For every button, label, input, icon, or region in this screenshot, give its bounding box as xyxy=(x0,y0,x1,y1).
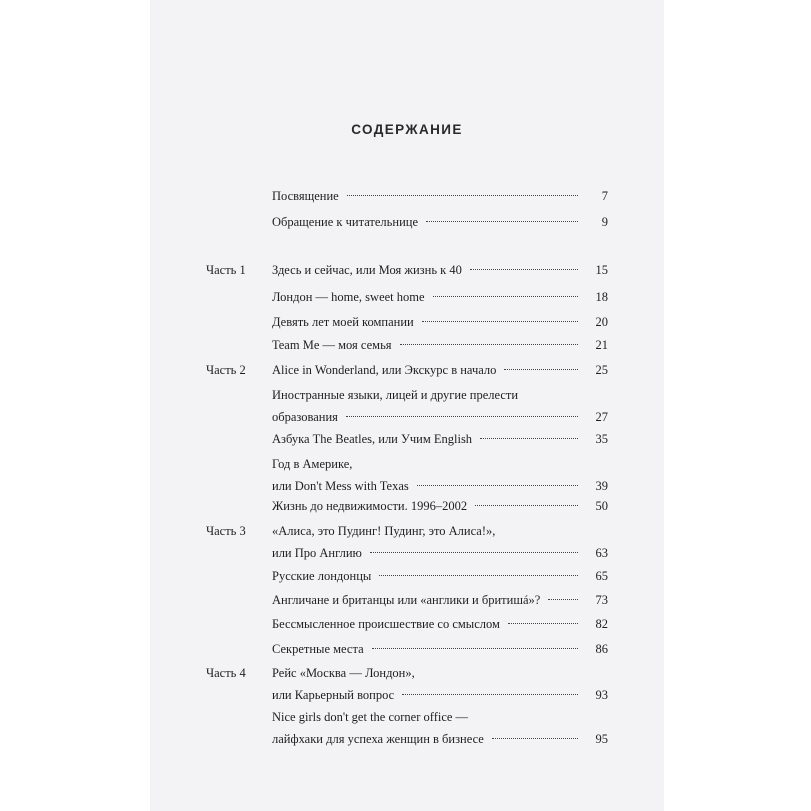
entry-text-block xyxy=(272,641,608,657)
entry-title: Год в Америке, xyxy=(272,457,353,471)
page-number: 35 xyxy=(595,432,608,446)
entry-title: Девять лет моей компании xyxy=(272,315,414,329)
page-number: 95 xyxy=(595,732,608,746)
page-number: 93 xyxy=(595,688,608,702)
dot-leader xyxy=(422,321,578,322)
entry-text-block xyxy=(272,431,608,447)
entry-text-block xyxy=(272,523,608,561)
entry-title: Alice in Wonderland, или Экскурс в начало xyxy=(272,363,497,377)
entry-title: или Про Англию xyxy=(272,546,362,560)
entry-title: Nice girls don't get the corner office — xyxy=(272,710,469,724)
dot-leader xyxy=(417,485,578,486)
entry-text-block xyxy=(272,616,608,632)
entry-title: Бессмысленное происшествие со смыслом xyxy=(272,617,500,631)
entry-line xyxy=(272,592,608,608)
entry-line xyxy=(272,314,608,330)
entry-title: Азбука The Beatles, или Учим English xyxy=(272,432,473,446)
entry-title: Секретные места xyxy=(272,642,364,656)
entry-text-block xyxy=(272,289,608,305)
entry-line xyxy=(272,641,608,657)
entry-line xyxy=(272,568,608,584)
entry-title: Лондон — home, sweet home xyxy=(272,290,425,304)
entry-line xyxy=(272,431,608,447)
page-number: 18 xyxy=(595,290,608,304)
entry-title: или Don't Mess with Texas xyxy=(272,479,409,493)
entry-line xyxy=(272,687,608,703)
page-number: 86 xyxy=(595,642,608,656)
entry-text-block xyxy=(272,665,608,703)
entry-line xyxy=(272,214,608,230)
entry-text-block xyxy=(272,498,608,514)
entry-text-block xyxy=(272,337,608,353)
entry-text-block xyxy=(272,709,608,747)
dot-leader xyxy=(379,575,578,576)
entry-line xyxy=(272,731,608,747)
entry-text-block xyxy=(272,592,608,608)
dot-leader xyxy=(402,694,578,695)
entry-line xyxy=(272,498,608,514)
entry-title: образования xyxy=(272,410,338,424)
entry-title: Рейс «Москва — Лондон», xyxy=(272,666,415,680)
dot-leader xyxy=(470,269,578,270)
entry-title: лайфхаки для успеха женщин в бизнесе xyxy=(272,732,484,746)
page-number: 73 xyxy=(595,593,608,607)
entry-title: или Карьерный вопрос xyxy=(272,688,395,702)
entry-title: Англичане и британцы или «англики и бритишá»? xyxy=(272,593,541,607)
entry-line xyxy=(272,456,608,472)
entry-text-block xyxy=(272,188,608,204)
dot-leader xyxy=(372,648,578,649)
entry-line xyxy=(272,665,608,681)
page-number: 63 xyxy=(595,546,608,560)
entry-title: Русские лондонцы xyxy=(272,569,372,583)
entry-text-block xyxy=(272,314,608,330)
dot-leader xyxy=(370,552,578,553)
page-number: 21 xyxy=(595,338,608,352)
dot-leader xyxy=(475,505,578,506)
page-number: 65 xyxy=(595,569,608,583)
part-label: Часть 2 xyxy=(206,363,246,377)
entry-line xyxy=(272,409,608,425)
entry-line xyxy=(272,188,608,204)
entry-text-block xyxy=(272,387,608,425)
dot-leader xyxy=(480,438,578,439)
page-number: 9 xyxy=(601,215,608,229)
entry-line xyxy=(272,545,608,561)
dot-leader xyxy=(426,221,578,222)
dot-leader xyxy=(508,623,578,624)
entry-line xyxy=(272,362,608,378)
page-number: 50 xyxy=(595,499,608,513)
dot-leader xyxy=(347,195,578,196)
entry-line xyxy=(272,387,608,403)
entry-line xyxy=(272,289,608,305)
entry-title: Посвящение xyxy=(272,189,339,203)
dot-leader xyxy=(400,344,578,345)
entry-text-block xyxy=(272,262,608,278)
book-page xyxy=(150,0,664,811)
page-number: 20 xyxy=(595,315,608,329)
entry-line xyxy=(272,523,608,539)
entry-text-block xyxy=(272,568,608,584)
dot-leader xyxy=(548,599,578,600)
dot-leader xyxy=(492,738,578,739)
page-number: 15 xyxy=(595,263,608,277)
page-title: СОДЕРЖАНИЕ xyxy=(351,122,463,137)
entry-line xyxy=(272,478,608,494)
entry-title: Иностранные языки, лицей и другие прелести xyxy=(272,388,519,402)
page-number: 82 xyxy=(595,617,608,631)
entry-line xyxy=(272,337,608,353)
entry-title: Здесь и сейчас, или Моя жизнь к 40 xyxy=(272,263,462,277)
page-number: 39 xyxy=(595,479,608,493)
entry-title: «Алиса, это Пудинг! Пудинг, это Алиса!», xyxy=(272,524,496,538)
entry-title: Жизнь до недвижимости. 1996–2002 xyxy=(272,499,468,513)
entry-text-block xyxy=(272,362,608,378)
page-number: 25 xyxy=(595,363,608,377)
dot-leader xyxy=(346,416,578,417)
entry-line xyxy=(272,262,608,278)
entry-line xyxy=(272,616,608,632)
entry-title: Team Me — моя семья xyxy=(272,338,392,352)
dot-leader xyxy=(504,369,578,370)
entry-title: Обращение к читательнице xyxy=(272,215,418,229)
entry-text-block xyxy=(272,214,608,230)
dot-leader xyxy=(433,296,578,297)
entry-line xyxy=(272,709,608,725)
part-label: Часть 1 xyxy=(206,263,246,277)
part-label: Часть 4 xyxy=(206,666,246,680)
part-label: Часть 3 xyxy=(206,524,246,538)
entry-text-block xyxy=(272,456,608,494)
page-number: 7 xyxy=(601,189,608,203)
page-number: 27 xyxy=(595,410,608,424)
